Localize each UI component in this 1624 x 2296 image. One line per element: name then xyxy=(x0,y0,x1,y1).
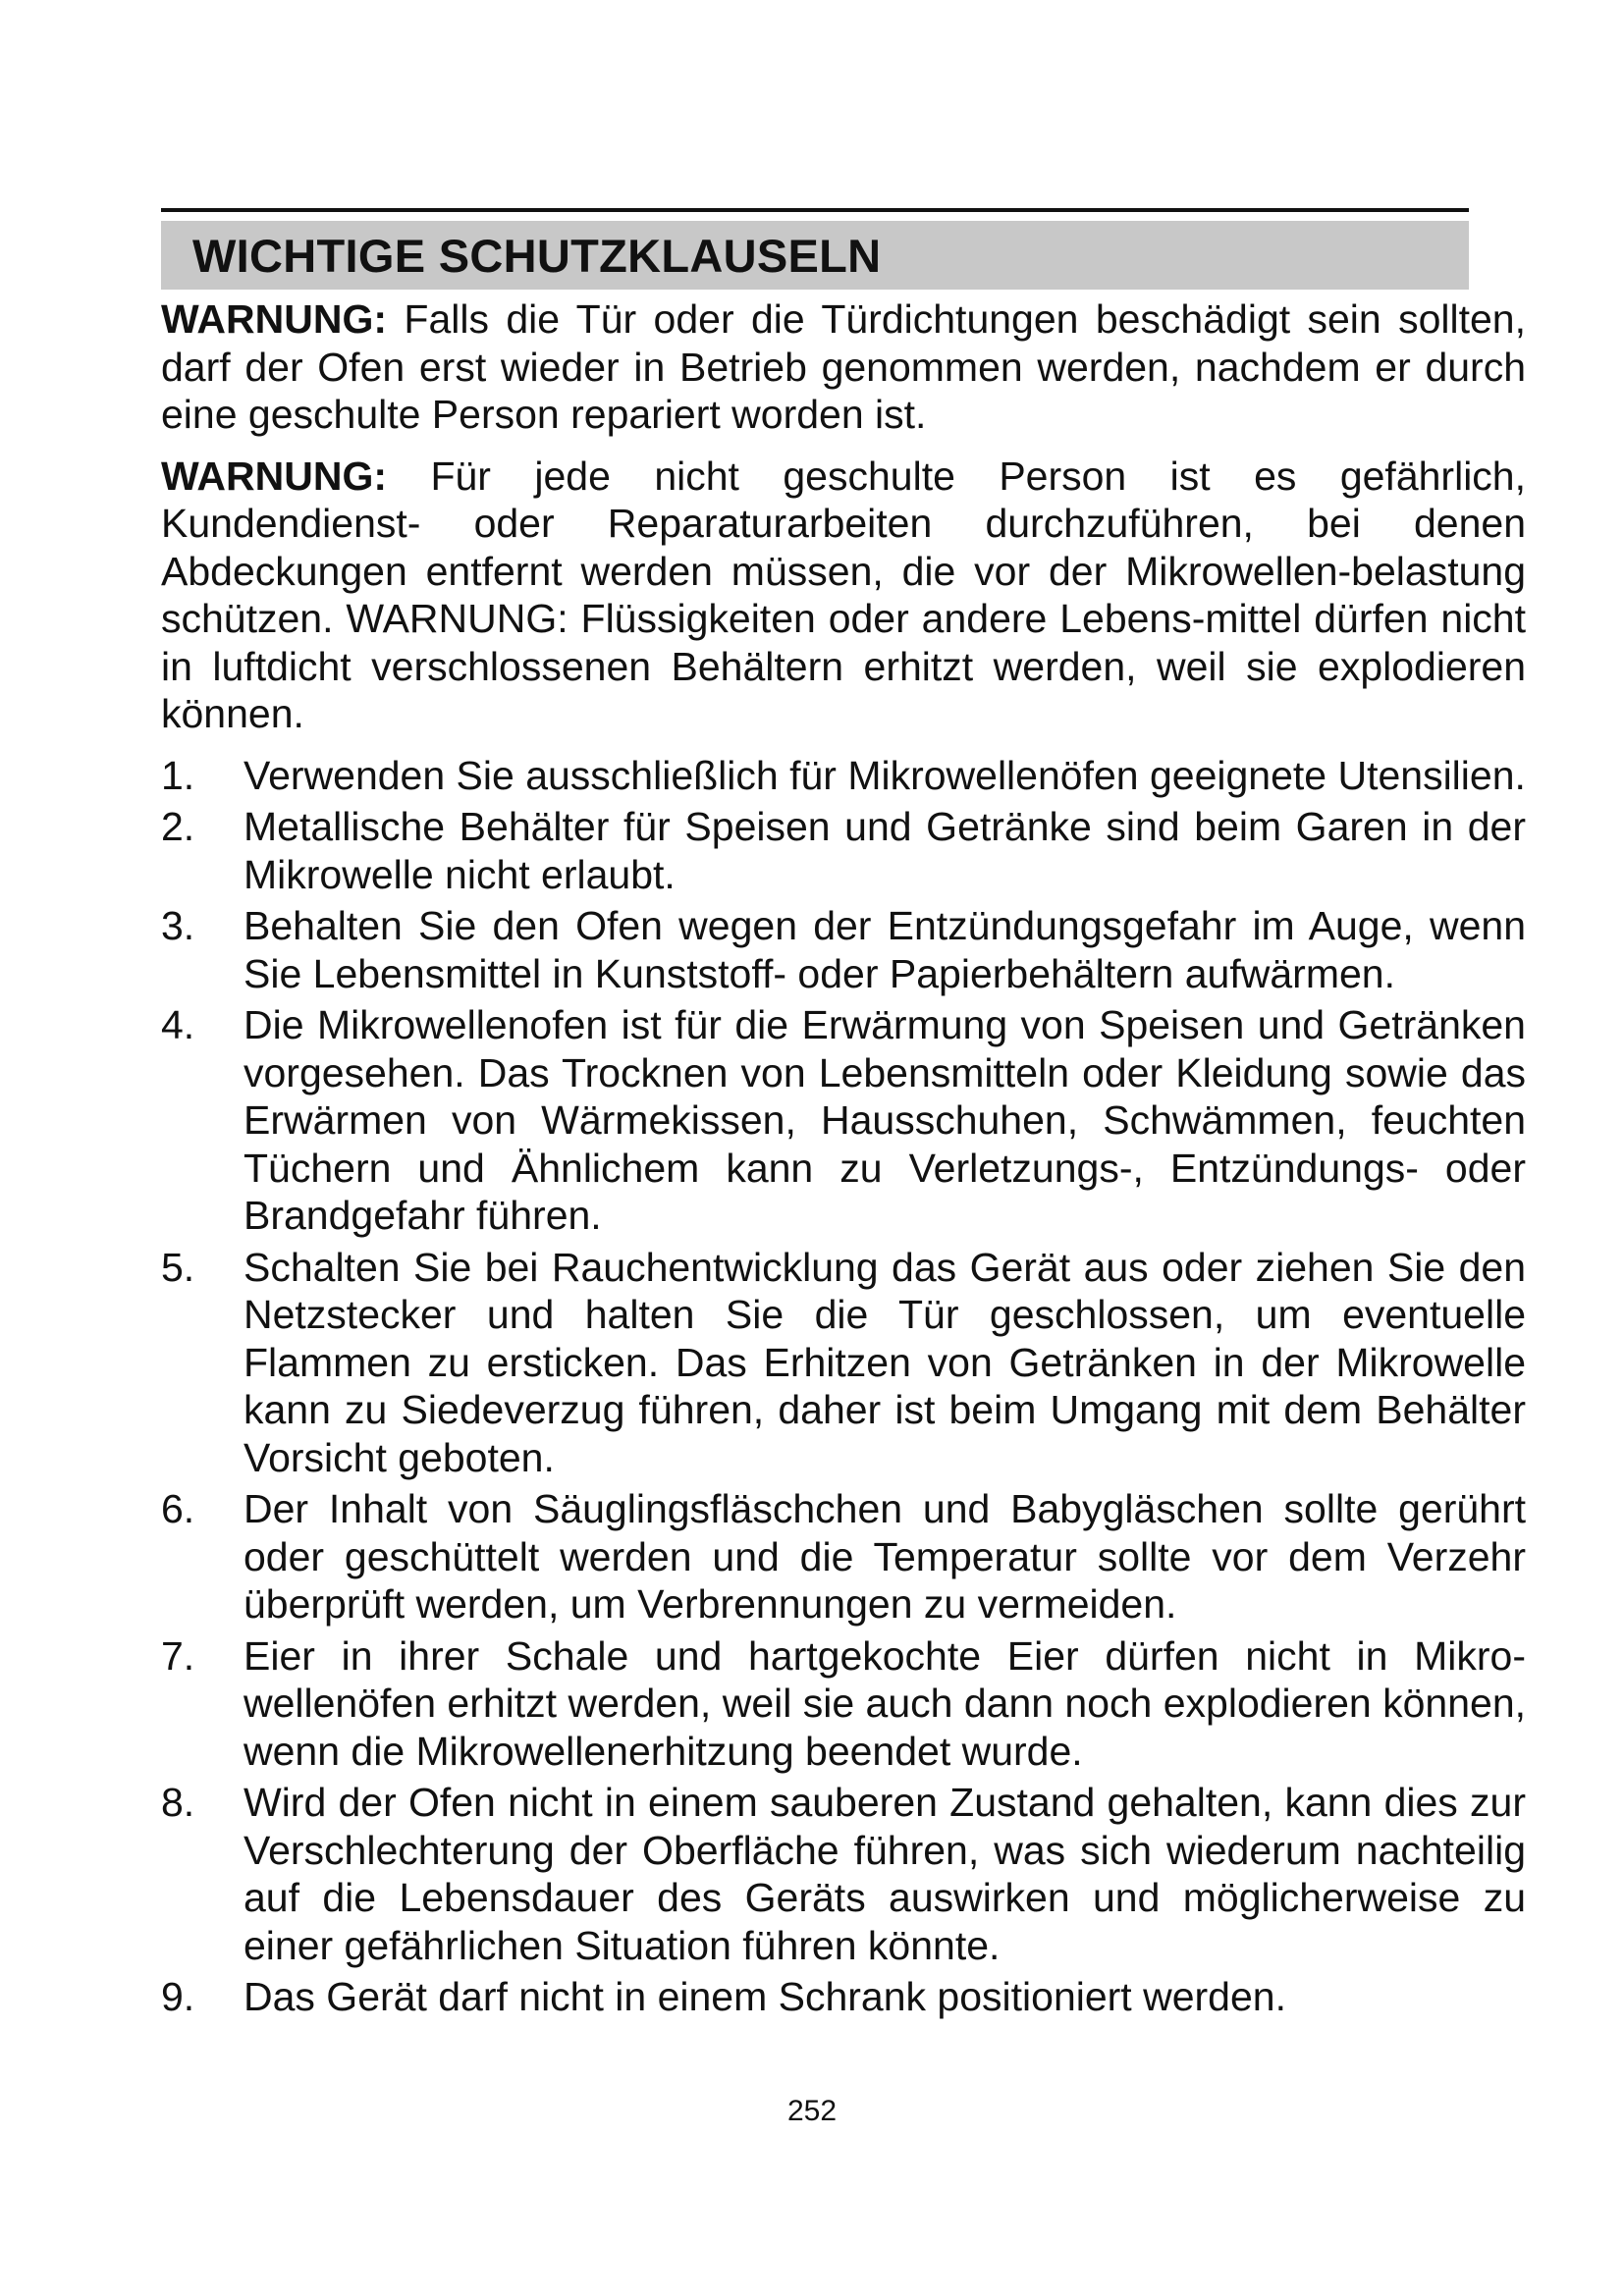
list-item xyxy=(161,1632,1526,1776)
warning-label: WARNUNG: xyxy=(161,296,388,342)
item-number: 7. xyxy=(161,1632,195,1679)
list-item xyxy=(161,1485,1526,1629)
item-text: Das Gerät darf nicht in einem Schrank positioniert werden. xyxy=(244,1974,1286,2019)
item-text: Die Mikrowellenofen ist für die Erwärmung von Speisen und Getränken vorgesehen. Das Trocknen von Lebensmitteln oder Kleidung sowie das Erwärmen von Wärmekissen, Hausschuhen, Schwämmen, feuchten Tüchern und Ähnlichem kann zu Verletzungs-, Entzündungs- oder Brandgefahr führen. xyxy=(244,1002,1526,1238)
item-text: Behalten Sie den Ofen wegen der Entzündungsgefahr im Auge, wenn Sie Lebensmittel in Kunststoff- oder Papierbehältern aufwärmen. xyxy=(244,903,1526,996)
safety-list xyxy=(161,752,1526,2021)
item-text: Eier in ihrer Schale und hartgekochte Eier dürfen nicht in Mikro-wellenöfen erhitzt werden, weil sie auch dann noch explodieren können, wenn die Mikrowellenerhitzung beendet wurde. xyxy=(244,1632,1527,1774)
item-text: Verwenden Sie ausschließlich für Mikrowellenöfen geeignete Utensilien. xyxy=(244,752,1526,798)
item-text: Der Inhalt von Säuglingsfläschchen und Babygläschen sollte gerührt oder geschüttelt werden und die Temperatur sollte vor dem Verzehr überprüft werden, um Verbrennungen zu vermeiden. xyxy=(244,1486,1526,1627)
warning-text: Für jede nicht geschulte Person ist es gefährlich, Kundendienst- oder Reparaturarbeiten durchzuführen, bei denen Abdeckungen entfernt werden müssen, die vor der Mikrowellen-belastung schützen. WARNUNG: Flüssigkeiten oder andere Lebens-mittel dürfen nicht in luftdicht verschlossenen Behältern erhitzt werden, weil sie explodieren können. xyxy=(161,453,1526,736)
section-title: WICHTIGE SCHUTZKLAUSELN xyxy=(192,229,882,282)
list-item xyxy=(161,752,1526,800)
list-item xyxy=(161,1244,1526,1482)
list-item xyxy=(161,803,1526,898)
list-item xyxy=(161,1973,1526,2021)
item-number: 6. xyxy=(161,1486,195,1531)
item-number: 8. xyxy=(161,1780,195,1825)
item-text: Wird der Ofen nicht in einem sauberen Zustand gehalten, kann dies zur Verschlechterung der Oberfläche führen, was sich wiederum nachteilig auf die Lebensdauer des Geräts auswirken und möglicherweise zu einer gefährlichen Situation führen könnte. xyxy=(244,1780,1526,1968)
section-header xyxy=(161,221,1469,290)
item-number: 2. xyxy=(161,804,195,849)
content-body xyxy=(161,295,1526,2021)
item-text: Schalten Sie bei Rauchentwicklung das Gerät aus oder ziehen Sie den Netzstecker und halten Sie die Tür geschlossen, um eventuelle Flammen zu ersticken. Das Erhitzen von Getränken in der Mikrowelle kann zu Siedeverzug führen, daher ist beim Umgang mit dem Behälter Vorsicht geboten. xyxy=(244,1244,1526,1480)
item-number: 4. xyxy=(161,1002,195,1047)
item-number: 1. xyxy=(161,752,195,798)
document-page xyxy=(161,208,1527,2025)
warning-paragraph-1 xyxy=(161,295,1526,439)
top-rule-divider xyxy=(161,208,1469,212)
item-text: Metallische Behälter für Speisen und Getränke sind beim Garen in der Mikrowelle nicht erlaubt. xyxy=(244,804,1526,897)
list-item xyxy=(161,1001,1526,1240)
list-item xyxy=(161,1779,1526,1969)
list-item xyxy=(161,902,1526,997)
warning-paragraph-2 xyxy=(161,453,1526,738)
warning-label: WARNUNG: xyxy=(161,453,388,499)
warning-text: Falls die Tür oder die Türdichtungen beschädigt sein sollten, darf der Ofen erst wieder in Betrieb genommen werden, nachdem er durch eine geschulte Person repariert worden ist. xyxy=(161,296,1526,437)
page-number: 252 xyxy=(786,2095,838,2127)
item-number: 3. xyxy=(161,903,195,948)
item-number: 5. xyxy=(161,1244,195,1290)
item-number: 9. xyxy=(161,1974,195,2019)
